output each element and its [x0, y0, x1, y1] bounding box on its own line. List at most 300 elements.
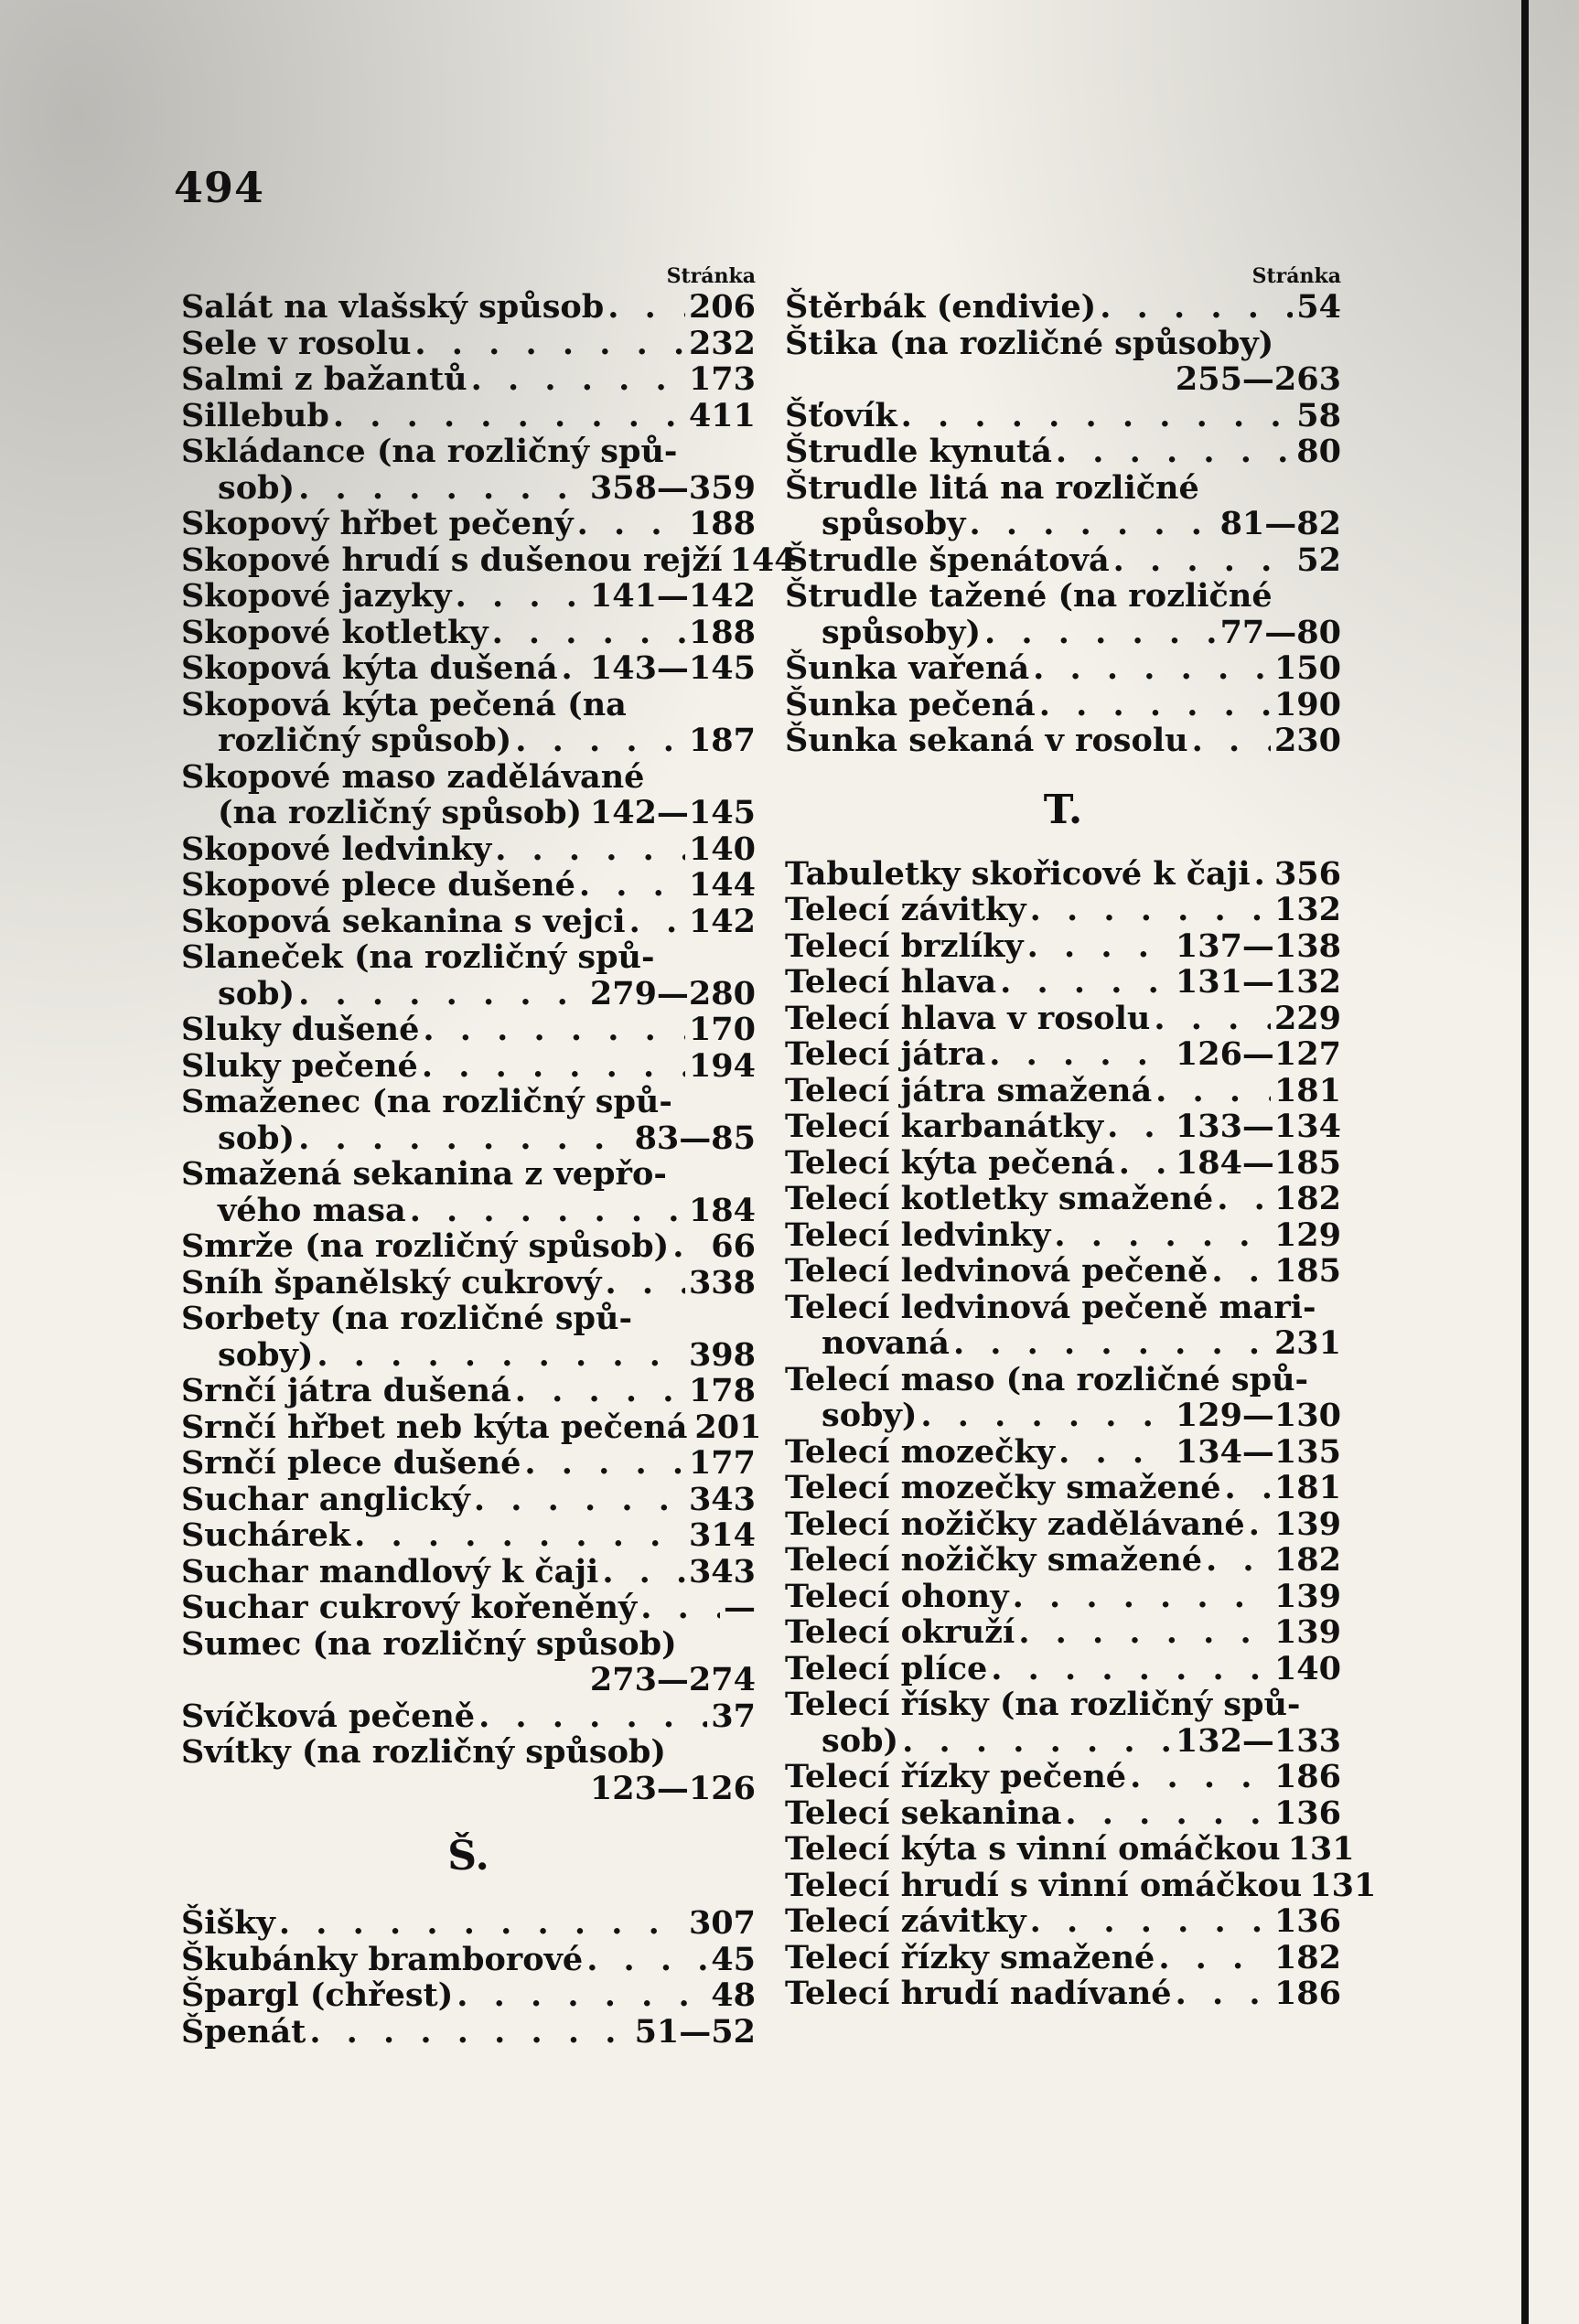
index-entry [785, 434, 1341, 470]
entry-page: 177 [688, 1444, 756, 1482]
leader-dots [902, 1723, 1172, 1760]
entry-page: 314 [688, 1516, 756, 1554]
entry-page: 139 [1273, 1613, 1341, 1651]
entry-row [785, 723, 1341, 759]
leader-dots [1119, 1145, 1172, 1182]
entry-label-cont: spůsoby [822, 505, 966, 542]
entry-row [785, 1398, 1341, 1434]
entry-row [181, 904, 756, 940]
entry-row [181, 578, 756, 615]
entry-page: 142 [688, 902, 756, 940]
index-entry [181, 578, 756, 615]
index-entry [181, 541, 797, 579]
leader-dots [1113, 542, 1294, 579]
entry-row [181, 867, 756, 904]
index-entry [181, 1084, 756, 1156]
leader-dots [1056, 434, 1293, 470]
entry-row [181, 1445, 756, 1482]
leader-dots [495, 831, 685, 868]
entry-label: Salát na vlašský spůsob [181, 288, 605, 326]
entry-row [181, 1942, 756, 1978]
leader-dots [515, 1373, 685, 1409]
leader-dots [607, 289, 685, 326]
index-entry [785, 1290, 1341, 1362]
entry-label: Skopový hřbet pečený [181, 505, 574, 542]
entry-page: 201 [694, 1408, 762, 1446]
leader-dots [298, 976, 586, 1012]
index-entry [181, 904, 756, 940]
leader-dots [279, 1905, 685, 1942]
entry-label: Telecí kýta s vinní omáčkou [785, 1830, 1281, 1868]
entry-row [785, 1542, 1341, 1579]
entry-label: Skopové kotletky [181, 613, 489, 651]
entry-page: 131—132 [1175, 963, 1341, 1001]
index-entry [181, 1698, 756, 1735]
entry-page: 188 [688, 505, 756, 542]
entry-label: Svítky (na rozličný spůsob) [181, 1733, 666, 1771]
column-header: Stránka [666, 264, 756, 288]
index-entry [785, 470, 1341, 542]
entry-row [181, 541, 797, 579]
entry-page: 37 [711, 1697, 756, 1735]
entry-page: 143—145 [589, 649, 756, 687]
entry-row [785, 1614, 1341, 1651]
entry-page: 231 [1273, 1324, 1341, 1362]
index-entry [785, 856, 1341, 893]
entry-label: Skopové ledvinky [181, 830, 492, 868]
entry-label: Špenát [181, 2012, 306, 2051]
entry-label: Telecí hlava [785, 963, 997, 1001]
entry-label: Suchar mandlový k čaji [181, 1552, 599, 1590]
entry-label: Sele v rosolu [181, 324, 412, 362]
entry-page: 66 [711, 1227, 756, 1265]
index-entry [785, 326, 1341, 398]
entry-page: 186 [1273, 1975, 1341, 2012]
index-entry [181, 831, 756, 868]
index-entry [181, 687, 756, 759]
entry-row [181, 1012, 756, 1048]
entry-row [785, 928, 1341, 965]
entry-label: Telecí játra [785, 1035, 986, 1073]
entry-row [785, 1001, 1341, 1037]
entry-label: Skopové plece dušené [181, 866, 575, 904]
leader-dots [1013, 1579, 1271, 1615]
leader-dots [1000, 964, 1172, 1001]
entry-page: 150 [1273, 649, 1341, 687]
entry-page: 307 [688, 1904, 756, 1942]
index-entry [181, 2014, 756, 2051]
leader-dots [317, 1337, 685, 1374]
entry-page: 51—52 [634, 2012, 756, 2051]
entry-page: 188 [688, 613, 756, 651]
entry-label: Skopová sekanina s vejci [181, 902, 626, 940]
leader-dots [672, 1228, 707, 1265]
entry-page: 173 [688, 360, 756, 398]
leader-dots [298, 1120, 630, 1157]
leader-dots [333, 398, 685, 434]
entry-label: Svíčková pečeně [181, 1697, 476, 1735]
entry-row [181, 1228, 756, 1265]
index-entry [181, 1942, 756, 1978]
entry-row [785, 1866, 1377, 1904]
entry-page: 137—138 [1175, 926, 1341, 965]
entry-page: 184—185 [1175, 1143, 1341, 1182]
entry-label: Skopové jazyky [181, 577, 452, 615]
index-entry [785, 1470, 1341, 1506]
entry-row [785, 687, 1341, 723]
index-entry [785, 1795, 1341, 1832]
entry-label-cont: rozličný spůsob) [218, 722, 512, 759]
leader-dots [515, 723, 685, 759]
entry-page: 229 [1273, 999, 1341, 1037]
entry-row [181, 1554, 756, 1590]
leader-dots [1033, 650, 1271, 687]
entry-label: Telecí ledvinky [785, 1216, 1051, 1254]
index-entry [181, 650, 756, 687]
entry-row [181, 1337, 756, 1374]
entry-page: 141—142 [589, 577, 756, 615]
leader-dots [478, 1698, 707, 1735]
entry-label: Suchárek [181, 1516, 351, 1554]
index-entry [181, 1482, 756, 1518]
leader-dots [1211, 1253, 1271, 1290]
entry-page: 129 [1273, 1216, 1341, 1254]
entry-label: Špargl (chřest) [181, 1976, 454, 2014]
entry-row [181, 2014, 756, 2051]
entry-page: 343 [688, 1552, 756, 1590]
leader-dots [991, 1651, 1271, 1687]
entry-row [181, 650, 756, 687]
entry-label-cont: novaná [822, 1324, 950, 1362]
entry-label: Škubánky bramborové [181, 1940, 584, 1978]
entry-label: Telecí závitky [785, 1902, 1026, 1940]
entry-page: 131 [1287, 1830, 1355, 1868]
leader-dots [309, 2014, 630, 2051]
entry-label: Telecí kýta pečená [785, 1143, 1115, 1182]
entry-label: Suchar cukrový kořeněný [181, 1589, 638, 1626]
index-entry [785, 1903, 1341, 1940]
index-entry [785, 1866, 1377, 1904]
entry-row [785, 964, 1341, 1001]
entry-page: 190 [1273, 685, 1341, 723]
entry-page: 140 [1273, 1649, 1341, 1687]
entry-page: 170 [688, 1011, 756, 1048]
entry-label: Skládance (na rozličný spů- [181, 433, 678, 470]
index-entry [181, 1590, 756, 1626]
leader-dots [474, 1482, 685, 1518]
entry-label: Štika (na rozličné spůsoby) [785, 324, 1274, 362]
index-entry [181, 1156, 756, 1228]
entry-page: 83—85 [634, 1119, 756, 1157]
index-entry [181, 1301, 756, 1373]
entry-row [785, 1325, 1341, 1362]
entry-label-cont: (na rozličný spůsob) [218, 794, 583, 831]
entry-page: 273—274 [589, 1661, 756, 1698]
entry-row [785, 1723, 1341, 1760]
entry-row [181, 361, 756, 398]
entry-label: Štěrbák (endivie) [785, 288, 1097, 326]
entry-page: 186 [1273, 1758, 1341, 1795]
entry-row [181, 1193, 756, 1229]
right-column [785, 263, 1377, 2012]
index-entry [785, 1145, 1341, 1182]
leader-dots [1039, 687, 1271, 723]
entry-label: Telecí nožičky zadělávané [785, 1505, 1245, 1543]
page-edge-bar [1521, 0, 1529, 2324]
entry-label-cont: sob) [218, 1119, 295, 1157]
index-entry [785, 928, 1341, 965]
entry-row [785, 856, 1341, 893]
index-entry [181, 867, 756, 904]
entry-page: 398 [688, 1335, 756, 1374]
entry-page: — [724, 1589, 756, 1626]
entry-label-cont: sob) [218, 974, 295, 1012]
entry-page: 134—135 [1175, 1432, 1341, 1471]
entry-row [785, 1759, 1341, 1795]
leader-dots [524, 1445, 685, 1482]
leader-dots [969, 506, 1216, 542]
entry-label: Telecí hlava v rosolu [785, 999, 1151, 1037]
entry-label: Srnčí plece dušené [181, 1444, 521, 1482]
index-entry [785, 723, 1341, 759]
entry-label: Telecí ledvinová pečeně mari- [785, 1288, 1316, 1326]
index-entry [785, 1940, 1341, 1976]
index-entry [181, 1905, 756, 1942]
entry-row [181, 795, 756, 831]
entry-page: 338 [688, 1263, 756, 1301]
entry-page: 356 [1273, 854, 1341, 893]
entry-page: 181 [1273, 1071, 1341, 1109]
entry-row [785, 1145, 1341, 1182]
index-entry [181, 1408, 762, 1446]
leader-dots [1018, 1614, 1271, 1651]
entry-row [181, 1905, 756, 1942]
index-entry [785, 289, 1341, 326]
leader-dots [1030, 1903, 1271, 1940]
entry-row [785, 1795, 1341, 1832]
index-entry [785, 650, 1341, 687]
leader-dots [984, 615, 1217, 651]
leader-dots [1155, 1073, 1271, 1109]
entry-label-cont: sob) [822, 1721, 899, 1760]
leader-dots [989, 1036, 1172, 1073]
leader-dots [586, 1942, 707, 1978]
entry-label: Telecí hrudí nadívané [785, 1975, 1172, 2012]
entry-page: 140 [688, 830, 756, 868]
left-column [181, 263, 797, 2051]
index-entry [785, 1434, 1341, 1471]
entry-label: Telecí řízky smažené [785, 1938, 1155, 1976]
entry-row [785, 1073, 1341, 1109]
index-entry [785, 687, 1341, 723]
entry-row [181, 326, 756, 362]
entry-label: Sluky dušené [181, 1011, 420, 1048]
entry-page: 132—133 [1175, 1721, 1341, 1760]
entry-label: Šišky [181, 1904, 275, 1942]
entry-row [181, 1120, 756, 1157]
entry-label: Telecí ledvinová pečeně [785, 1252, 1208, 1290]
entry-page: 52 [1296, 541, 1341, 579]
index-entry [785, 1036, 1341, 1073]
entry-page: 123—126 [589, 1769, 756, 1807]
index-entry [785, 1253, 1341, 1290]
index-entry [785, 578, 1341, 650]
entry-row [785, 398, 1341, 434]
leader-dots [901, 398, 1294, 434]
entry-row [785, 1217, 1341, 1254]
leader-dots [1176, 1976, 1271, 2012]
index-entry [785, 1759, 1341, 1795]
entry-row [785, 1036, 1341, 1073]
entry-row [785, 1253, 1341, 1290]
entry-page: 343 [688, 1480, 756, 1518]
index-entries [181, 288, 797, 1807]
entry-label: Sillebub [181, 396, 329, 434]
leader-dots [456, 578, 586, 615]
index-entry [785, 1073, 1341, 1109]
entry-row [785, 1651, 1341, 1687]
leader-dots [471, 361, 685, 398]
index-entry [181, 1734, 756, 1806]
entry-page: 182 [1273, 1541, 1341, 1579]
entry-label: Telecí kotletky smažené [785, 1180, 1214, 1217]
leader-dots [422, 1048, 685, 1085]
leader-dots [354, 1517, 685, 1554]
index-entry [785, 1506, 1341, 1543]
entry-label: Štrudle kynutá [785, 433, 1052, 470]
section-letter: Š. [447, 1833, 489, 1880]
index-entry [785, 964, 1341, 1001]
index-entry [181, 1517, 756, 1554]
entry-page: 133—134 [1175, 1108, 1341, 1145]
entry-label: Štrudle litá na rozličné [785, 468, 1199, 507]
entry-page: 232 [688, 324, 756, 362]
entry-label: Šunka pečená [785, 685, 1036, 723]
index-entry [181, 615, 756, 651]
entry-row [785, 615, 1341, 651]
leader-dots [1058, 1434, 1172, 1471]
entry-label: Štrudle tažené (na rozličné [785, 577, 1273, 615]
entry-row [785, 1434, 1341, 1471]
leader-dots [1027, 928, 1172, 965]
entry-label: Šťovík [785, 396, 897, 434]
leader-dots [640, 1590, 720, 1626]
entry-label: Skopová kýta dušená [181, 649, 558, 687]
entry-row [181, 831, 756, 868]
entry-page: 187 [688, 722, 756, 759]
entry-page: 184 [688, 1191, 756, 1229]
index-entry [785, 1001, 1341, 1037]
index-entry [785, 1830, 1355, 1868]
entry-label: Telecí hrudí s vinní omáčkou [785, 1866, 1303, 1904]
entry-row [785, 1470, 1341, 1506]
entry-label: Telecí mozečky smažené [785, 1469, 1221, 1506]
page-number: 494 [174, 163, 265, 212]
entry-page: 132 [1273, 891, 1341, 928]
section-letter: T. [1043, 786, 1083, 833]
entry-page: 411 [688, 396, 756, 434]
leader-dots [577, 506, 685, 542]
entry-label: Skopová kýta pečená (na [181, 685, 627, 723]
entry-row [785, 542, 1341, 579]
index-entry [181, 1554, 756, 1590]
entry-label: Srnčí játra dušená [181, 1372, 511, 1409]
entry-page: 279—280 [589, 974, 756, 1012]
leader-dots [920, 1398, 1171, 1434]
leader-dots [298, 470, 586, 507]
index-entry [785, 1362, 1341, 1434]
entry-page: 54 [1296, 288, 1341, 326]
leader-dots [585, 795, 586, 831]
entry-page: 131 [1309, 1866, 1377, 1904]
index-entry [785, 1651, 1341, 1687]
leader-dots [605, 1265, 684, 1301]
index-entry [181, 1373, 756, 1409]
leader-dots [1030, 892, 1271, 928]
index-entry [181, 1048, 756, 1085]
leader-dots [410, 1193, 685, 1229]
leader-dots [602, 1554, 685, 1590]
entry-page: 80 [1296, 433, 1341, 470]
entry-page: 144 [688, 866, 756, 904]
entry-label: Telecí mozečky [785, 1432, 1056, 1471]
index-entries [785, 289, 1341, 759]
entry-page: 185 [1273, 1252, 1341, 1290]
entry-page: 206 [688, 288, 756, 326]
entry-page: 144 [729, 541, 797, 579]
entry-label: Telecí plíce [785, 1649, 988, 1687]
entry-label-cont: soby) [822, 1397, 918, 1434]
entry-page: 129—130 [1175, 1397, 1341, 1434]
entry-page: 58 [1296, 396, 1341, 434]
index-entries-section [181, 1905, 756, 2050]
entry-label: Telecí brzlíky [785, 926, 1024, 965]
entry-row [785, 650, 1341, 687]
entry-row [785, 1976, 1341, 2012]
entry-page: 178 [688, 1372, 756, 1409]
index-entry [181, 1265, 756, 1301]
leader-dots [423, 1012, 685, 1048]
index-entry [785, 1687, 1341, 1759]
entry-row [785, 434, 1341, 470]
entry-row [785, 892, 1341, 928]
entry-row [785, 1108, 1341, 1145]
entry-label: Tabuletky skořicové k čaji [785, 854, 1251, 893]
leader-dots [1249, 1506, 1271, 1543]
leader-dots [1100, 289, 1293, 326]
entry-row [181, 723, 756, 759]
entry-page: 139 [1273, 1505, 1341, 1543]
index-entry [785, 1108, 1341, 1145]
leader-dots [953, 1325, 1271, 1362]
entry-row [785, 506, 1341, 542]
entry-label: Telecí maso (na rozličné spů- [785, 1360, 1309, 1398]
entry-page: 136 [1273, 1794, 1341, 1832]
entry-row [785, 1940, 1341, 1976]
index-entry [181, 1228, 756, 1265]
entry-label: Telecí řízky pečené [785, 1758, 1127, 1795]
leader-dots [1130, 1759, 1271, 1795]
index-entry [785, 1976, 1341, 2012]
entry-label-cont: sob) [218, 468, 295, 507]
entry-label: Suchar anglický [181, 1480, 470, 1518]
entry-row [181, 1048, 756, 1085]
leader-dots [579, 867, 685, 904]
leader-dots [1158, 1940, 1271, 1976]
entry-label: Telecí ohony [785, 1577, 1009, 1615]
entry-row [785, 1506, 1341, 1543]
entry-row [181, 289, 756, 326]
